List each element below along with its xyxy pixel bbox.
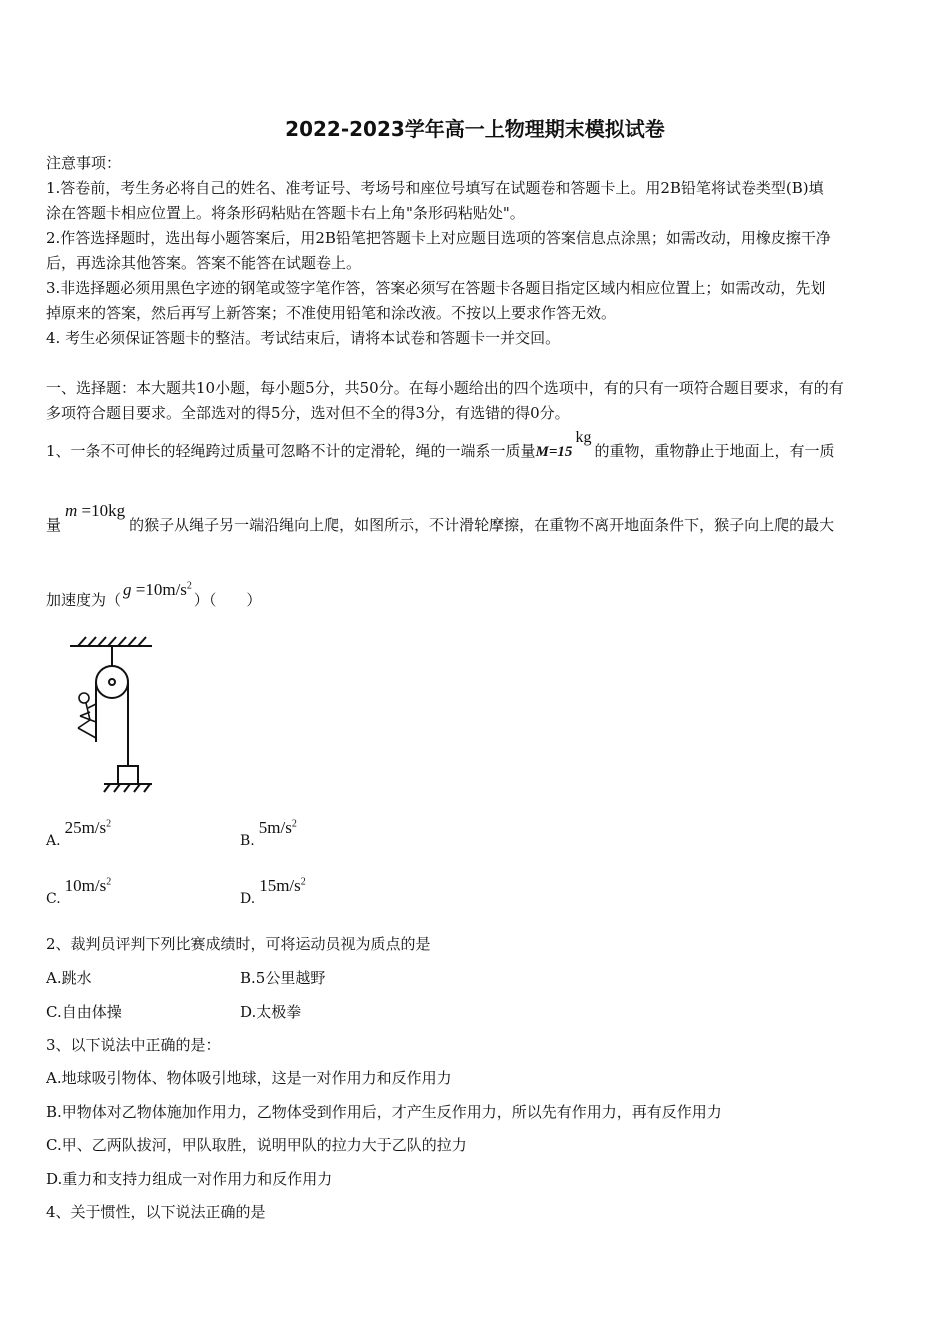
q3-option-c[interactable]: C.甲、乙两队拔河，甲队取胜，说明甲队的拉力大于乙队的拉力: [46, 1136, 467, 1154]
q2-stem: 2、裁判员评判下列比赛成绩时，可将运动员视为质点的是: [46, 935, 431, 953]
mass-M: M=15: [535, 444, 573, 460]
q1-stem-line2: 量m =10kg的猴子从绳子另一端沿绳向上爬，如图所示，不计滑轮摩擦，在重物不离开地面条件下，猴子向上爬的最大: [46, 501, 835, 534]
q3-option-a[interactable]: A.地球吸引物体、物体吸引地球，这是一对作用力和反作用力: [46, 1069, 452, 1087]
notice-line: 后，再选涂其他答案。答案不能答在试题卷上。: [46, 254, 362, 272]
notice-line: 4. 考生必须保证答题卡的整洁。考试结束后，请将本试卷和答题卡一并交回。: [46, 329, 561, 347]
q3-option-d[interactable]: D.重力和支持力组成一对作用力和反作用力: [46, 1170, 333, 1188]
mass-m: =10kg: [81, 501, 126, 520]
notice-heading: 注意事项：: [46, 154, 122, 172]
pulley-monkey-figure: [60, 632, 160, 800]
q2-option-b[interactable]: B.5公里越野: [240, 969, 326, 987]
notice-line: 2.作答选择题时，选出每小题答案后，用2B铅笔把答题卡上对应题目选项的答案信息点涂黑；如需改动，用橡皮擦干净: [46, 229, 831, 247]
var-g: g: [123, 580, 132, 599]
q4-stem: 4、关于惯性，以下说法正确的是: [46, 1203, 266, 1221]
q1-stem-line3: 加速度为$(g =10m/s^2)$（ ）: [46, 580, 262, 609]
q2-option-d[interactable]: D.太极拳: [240, 1003, 302, 1021]
q3-option-b[interactable]: B.甲物体对乙物体施加作用力，乙物体受到作用后，才产生反作用力，所以先有作用力，再有反作用力: [46, 1103, 722, 1121]
section-instructions: 一、选择题：本大题共10小题，每小题5分，共50分。在每小题给出的四个选项中，有的只有一项符合题目要求，有的有: [46, 379, 844, 397]
q1-option-b[interactable]: $B.5m/s^2$: [240, 818, 297, 849]
notice-line: 涂在答题卡相应位置上。将条形码粘贴在答题卡右上角"条形码粘贴处"。: [46, 204, 525, 222]
q1-option-c[interactable]: $C.10m/s^2$: [46, 876, 112, 907]
section-instructions: 多项符合题目要求。全部选对的得5分，选对但不全的得3分，有选错的得0分。: [46, 404, 570, 422]
q1-option-d[interactable]: $D.15m/s^2$: [240, 876, 306, 907]
var-m: m: [65, 501, 78, 520]
heavy-block: [118, 766, 138, 784]
unit-kg: kg: [575, 429, 592, 446]
notice-line: 掉原来的答案，然后再写上新答案；不准使用铅笔和涂改液。不按以上要求作答无效。: [46, 304, 617, 322]
q1-option-a[interactable]: $A.25m/s^2$: [46, 818, 112, 849]
monkey: [78, 693, 96, 738]
page-title: 2022-2023学年高一上物理期末模拟试卷: [285, 117, 665, 141]
q2-option-c[interactable]: C.自由体操: [46, 1003, 122, 1021]
notice-line: 1.答卷前，考生务必将自己的姓名、准考证号、考场号和座位号填写在试题卷和答题卡上。用2B铅笔将试卷类型(B)填: [46, 179, 824, 197]
q2-option-a[interactable]: A.跳水: [46, 969, 92, 987]
gravity-value: =10m/s: [135, 580, 187, 599]
q1-stem-line1: 1、一条不可伸长的轻绳跨过质量可忽略不计的定滑轮，绳的一端系一质量M=15kg的重物，重物静止于地面上，有一质: [46, 429, 835, 460]
q3-stem: 3、以下说法中正确的是：: [46, 1036, 221, 1054]
notice-line: 3.非选择题必须用黑色字迹的钢笔或签字笔作答，答案必须写在答题卡各题目指定区域内相应位置上；如需改动，先划: [46, 279, 826, 297]
pulley-wheel: [96, 666, 128, 698]
